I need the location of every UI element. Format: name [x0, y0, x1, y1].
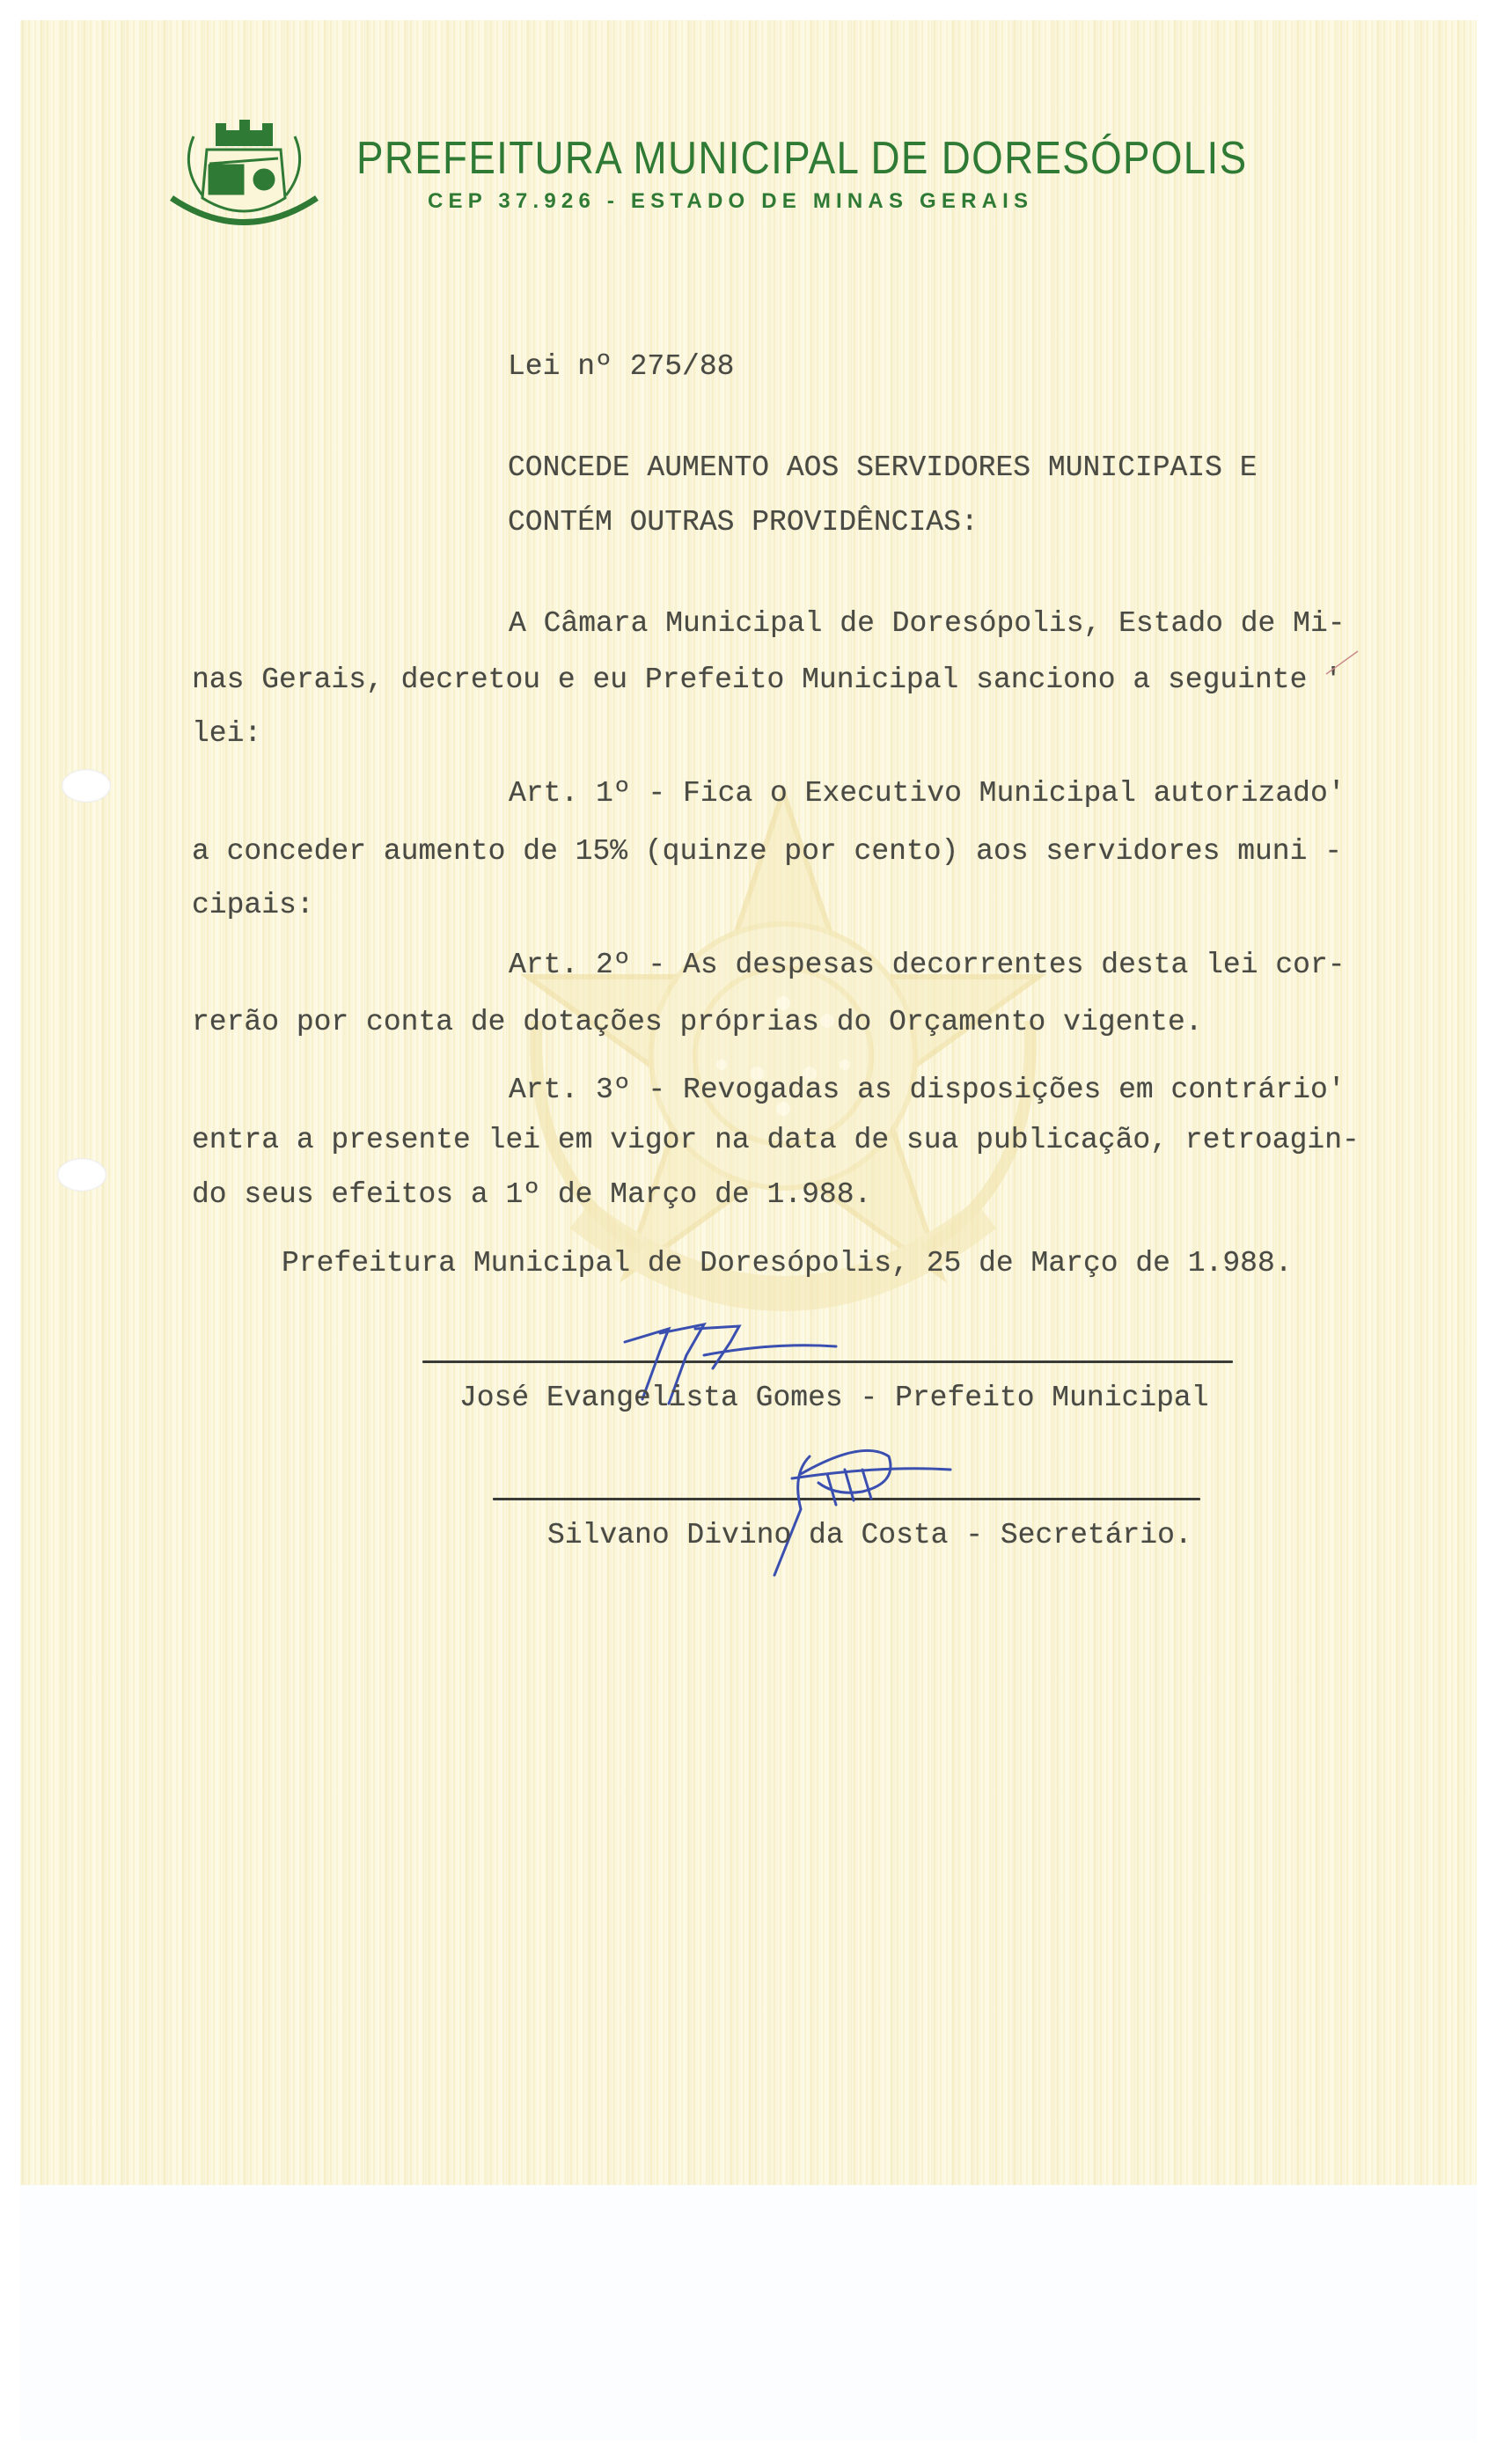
- preamble-line-3: lei:: [192, 717, 262, 750]
- article-3-line-3: do seus efeitos a 1º de Março de 1.988.: [192, 1178, 872, 1211]
- municipal-crest-icon: [167, 114, 321, 238]
- article-1-line-2: a conceder aumento de 15% (quinze por cento) aos servidores muni -: [192, 835, 1343, 868]
- preamble-line-2: nas Gerais, decretou e eu Prefeito Municipal sanciono a seguinte ': [192, 664, 1343, 696]
- letterhead-title: PREFEITURA MUNICIPAL DE DORESÓPOLIS: [356, 133, 1248, 184]
- date-line: Prefeitura Municipal de Doresópolis, 25 de Março de 1.988.: [282, 1247, 1293, 1280]
- punch-hole-bottom: [57, 1158, 106, 1192]
- punch-hole-top: [62, 769, 111, 803]
- article-1-line-1: Art. 1º - Fica o Executivo Municipal autorizado': [509, 777, 1346, 810]
- preamble-line-1: A Câmara Municipal de Doresópolis, Estado de Mi-: [509, 607, 1346, 640]
- article-2-line-1: Art. 2º - As despesas decorrentes desta lei cor-: [509, 949, 1346, 981]
- mayor-name-title: José Evangelista Gomes - Prefeito Municipal: [459, 1382, 1209, 1414]
- article-1-line-3: cipais:: [192, 889, 314, 921]
- article-3-line-1: Art. 3º - Revogadas as disposições em contrário': [509, 1074, 1346, 1106]
- law-number: Lei nº 275/88: [508, 350, 735, 383]
- secretary-name-title: Silvano Divino da Costa - Secretário.: [547, 1519, 1192, 1551]
- law-heading-line-1: CONCEDE AUMENTO AOS SERVIDORES MUNICIPAIS E: [508, 451, 1258, 484]
- article-3-line-2: entra a presente lei em vigor na data de sua publicação, retroagin-: [192, 1124, 1360, 1156]
- letterhead-subtitle: CEP 37.926 - ESTADO DE MINAS GERAIS: [428, 189, 1034, 213]
- pen-tick-mark-icon: [1324, 649, 1360, 676]
- secretary-signature-icon: [757, 1421, 968, 1580]
- scan-margin: [20, 2185, 1477, 2440]
- article-2-line-2: rerão por conta de dotações próprias do Orçamento vigente.: [192, 1006, 1203, 1038]
- law-heading-line-2: CONTÉM OUTRAS PROVIDÊNCIAS:: [508, 506, 979, 539]
